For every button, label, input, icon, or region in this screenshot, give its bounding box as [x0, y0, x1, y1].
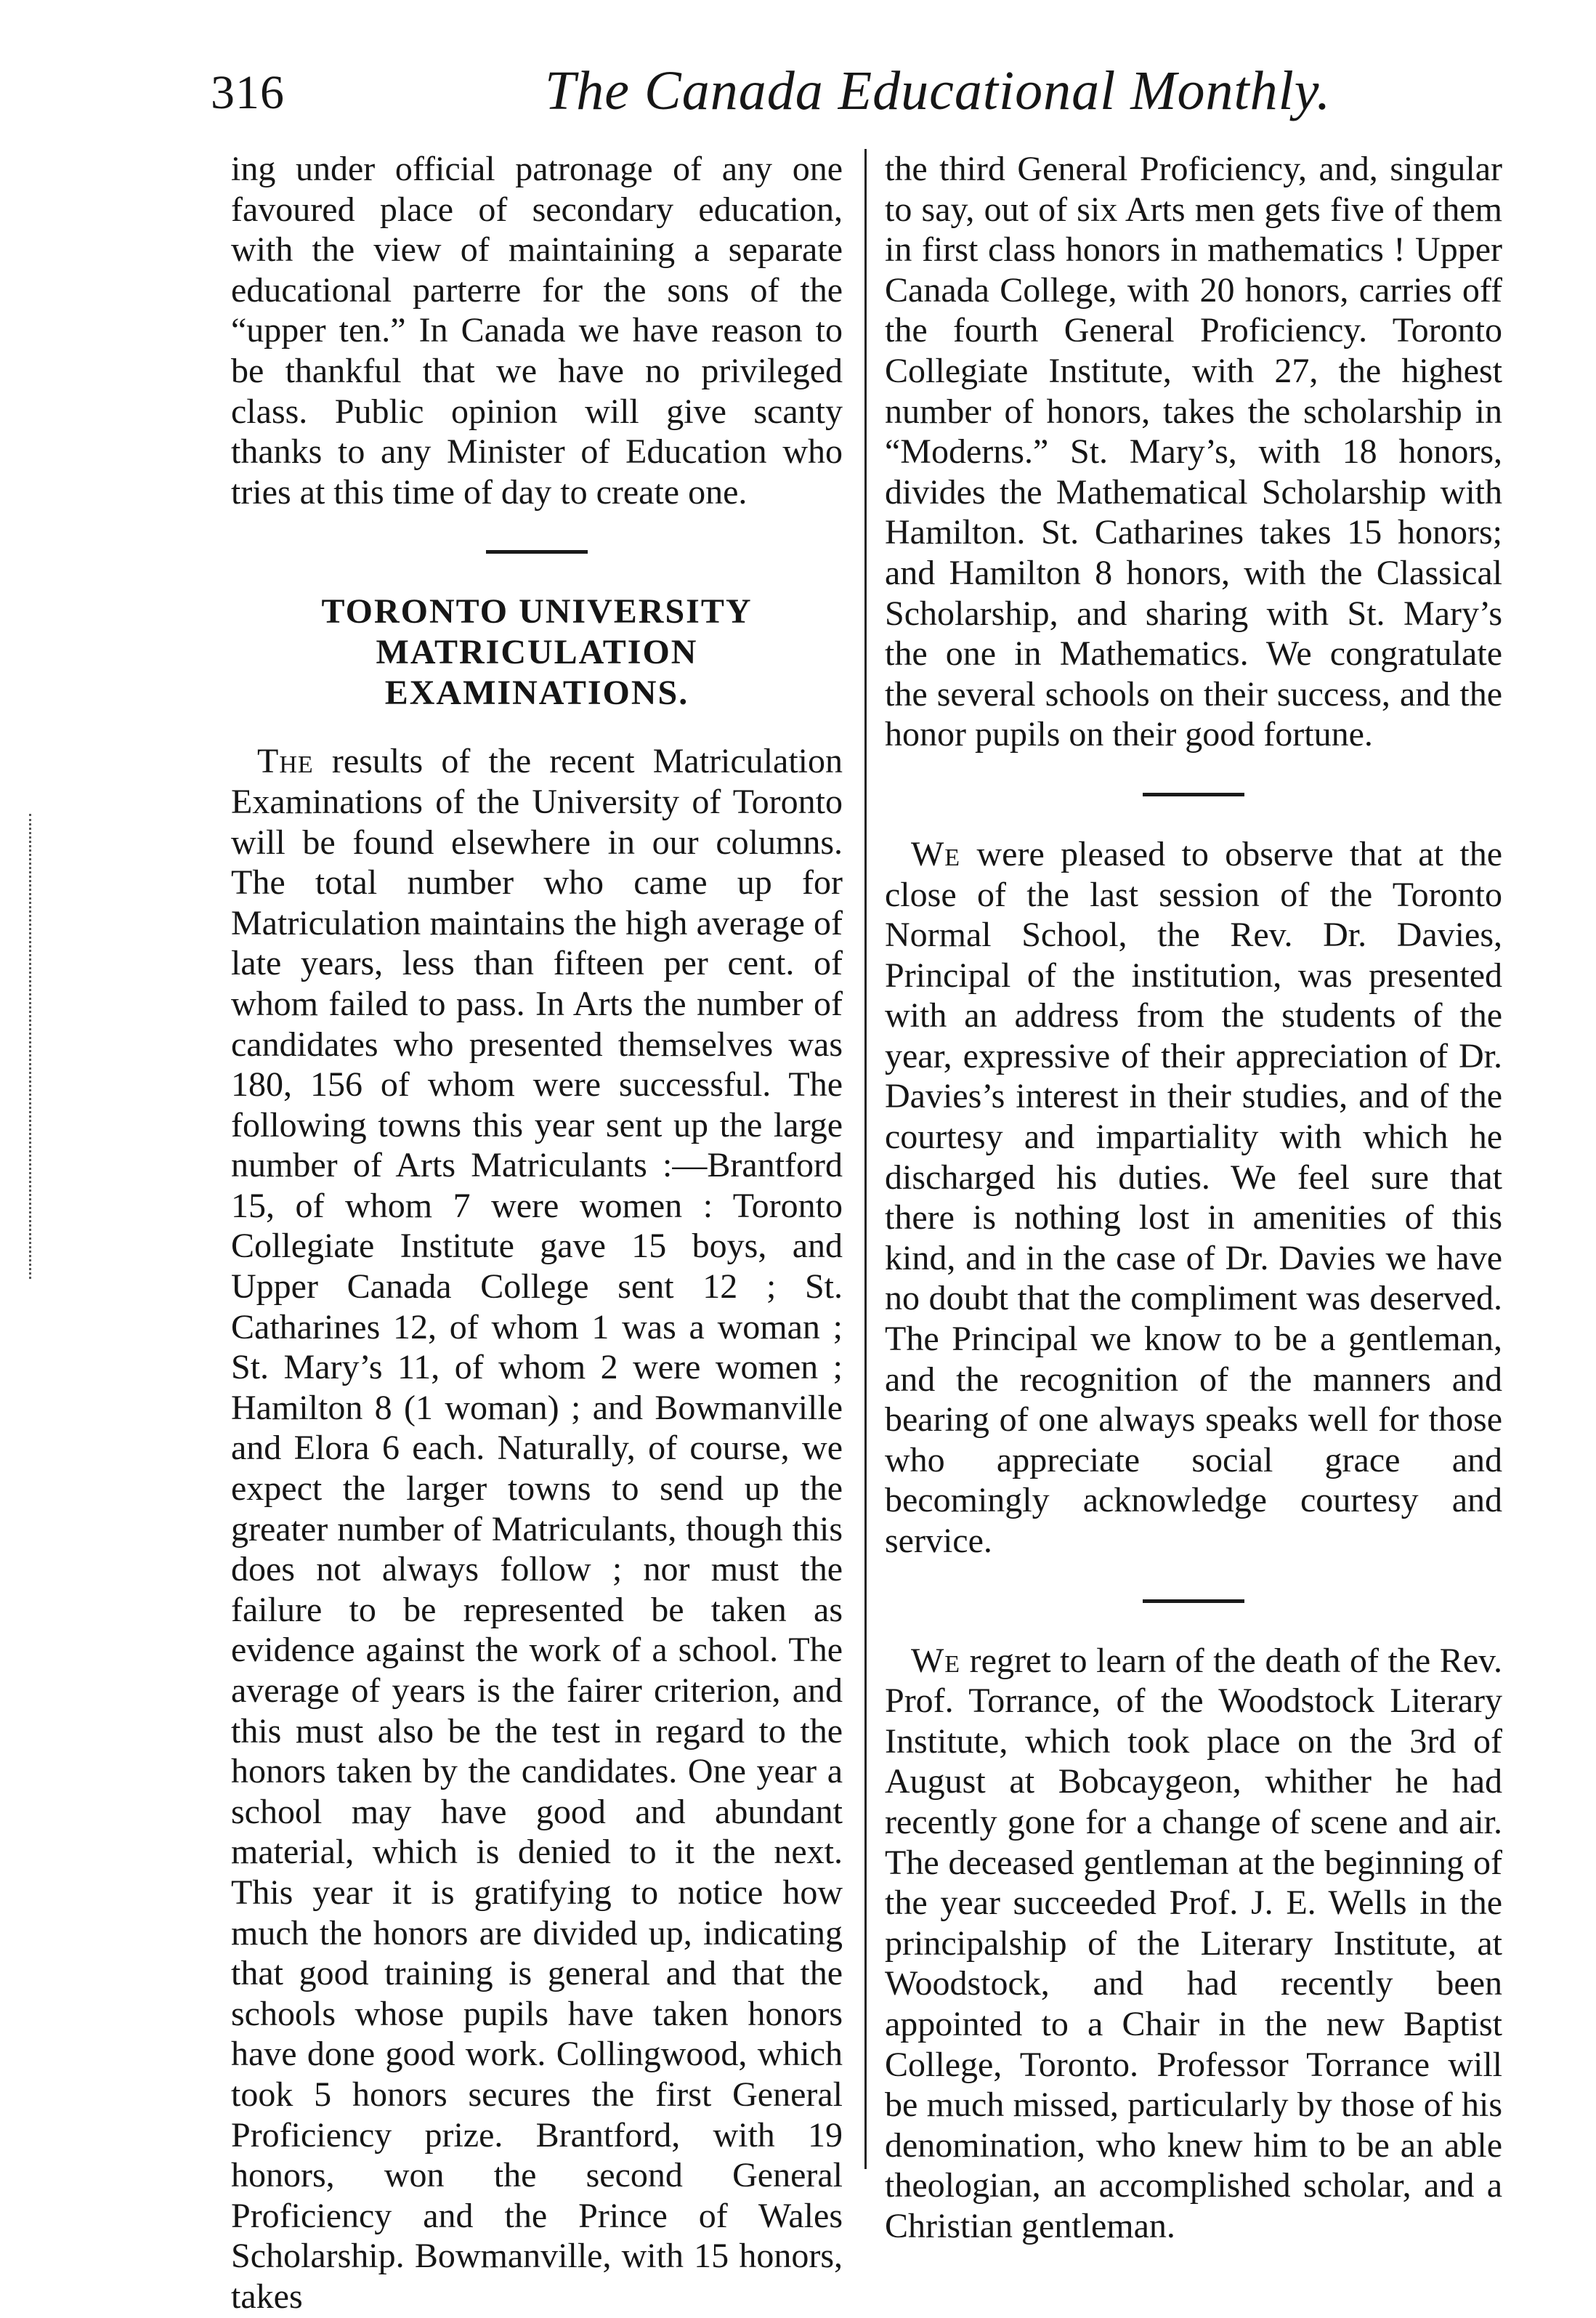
- section-separator: [486, 550, 588, 554]
- article-heading: TORONTO UNIVERSITY MATRICULATION EXAMINATIONS.: [321, 592, 753, 713]
- torrance-lead-word: We: [911, 1641, 961, 1680]
- journal-title: The Canada Educational Monthly.: [545, 60, 1332, 121]
- torrance-paragraph: [885, 1641, 1502, 2247]
- davies-lead-word: We: [911, 834, 961, 873]
- davies-body: were pleased to observe that at the close of the last session of the Toronto Normal School, the Rev. Dr. Davies, Principal of the institution, was presented with an address from the students of the year, expressive of their appreciation of Dr. Davies’s interest in their studies, and of the courtesy and impartiality with which he discharged his duties. We feel sure that there is nothing lost in amenities of this kind, and in the case of Dr. Davies we have no doubt that the compliment was deserved. The Principal we know to be a gentleman, and the recognition of the manners and bearing of one always speaks well for those who appreciate social grace and becomingly acknowledge courtesy and service.: [885, 834, 1502, 1560]
- left-column: [231, 149, 843, 2317]
- right-column: [885, 149, 1502, 2247]
- running-head: [211, 60, 1475, 140]
- intro-paragraph: ing under official patronage of any one favoured place of secondary education, with the view of maintaining a separate educational parterre for the sons of the “upper ten.” In Canada we have reason to be thankful that we have no privileged class. Public opinion will give scanty thanks to any Minister of Education who tries at this time of day to create one.: [231, 150, 843, 512]
- matriculation-article: [231, 741, 843, 2317]
- section-separator: [1143, 1599, 1244, 1603]
- article-lead-word: The: [257, 742, 314, 781]
- torrance-body: regret to learn of the death of the Rev. Prof. Torrance, of the Woodstock Literary Institute, which took place on the 3rd of August at Bobcaygeon, whither he had recently gone for a change of scene and air. The deceased gentleman at the beginning of the year succeeded Prof. J. E. Wells in the principalship of the Literary Institute, at Woodstock, and had recently been appointed to a Chair in the new Baptist College, Toronto. Professor Torrance will be much missed, particularly by those of his denomination, who knew him to be an able theologian, an accomplished scholar, and a Christian gentleman.: [885, 1641, 1502, 2245]
- column-rule: [864, 149, 867, 2169]
- margin-marks: [29, 814, 50, 1279]
- davies-paragraph: [885, 834, 1502, 1562]
- continuation-paragraph: the third General Proficiency, and, singular to say, out of six Arts men gets five of them in first class honors in mathematics ! Upper Canada College, with 20 honors, carries off the fourth General Proficiency. Toronto Collegiate Institute, with 27, the highest number of honors, takes the scholarship in “Moderns.” St. Mary’s, with 18 honors, divides the Mathematical Scholarship with Hamilton. St. Catharines takes 15 honors; and Hamilton 8 honors, with the Classical Scholarship, and sharing with St. Mary’s the one in Mathematics. We congratulate the several schools on their success, and the honor pupils on their good fortune.: [885, 150, 1502, 754]
- section-separator: [1143, 793, 1244, 796]
- page-number: 316: [211, 66, 285, 119]
- article-body: results of the recent Matriculation Examinations of the University of Toronto will be found elsewhere in our columns. The total number who came up for Matriculation maintains the high average of late years, less than fifteen per cent. of whom failed to pass. In Arts the number of candidates who presented themselves was 180, 156 of whom were successful. The following towns this year sent up the large number of Arts Matriculants :—Brantford 15, of whom 7 were women : Toronto Collegiate Institute gave 15 boys, and Upper Canada College sent 12 ; St. Catharines 12, of whom 1 was a woman ; St. Mary’s 11, of whom 2 were women ; Hamilton 8 (1 woman) ; and Bowmanville and Elora 6 each. Naturally, of course, we expect the larger towns to send up the greater number of Matriculants, though this does not always follow ; nor must the failure to be represented be taken as evidence against the work of a school. The average of years is the fairer criterion, and this must also be the test in regard to the honors taken by the candidates. One year a school may have good and abundant material, which is denied to it the next. This year it is gratifying to notice how much the honors are divided up, indicating that good training is general and that the schools whose pupils have taken honors have done good work. Collingwood, which took 5 honors secures the first General Proficiency prize. Brantford, with 19 honors, won the second General Proficiency and the Prince of Wales Scholarship. Bowmanville, with 15 honors, takes: [231, 742, 843, 2316]
